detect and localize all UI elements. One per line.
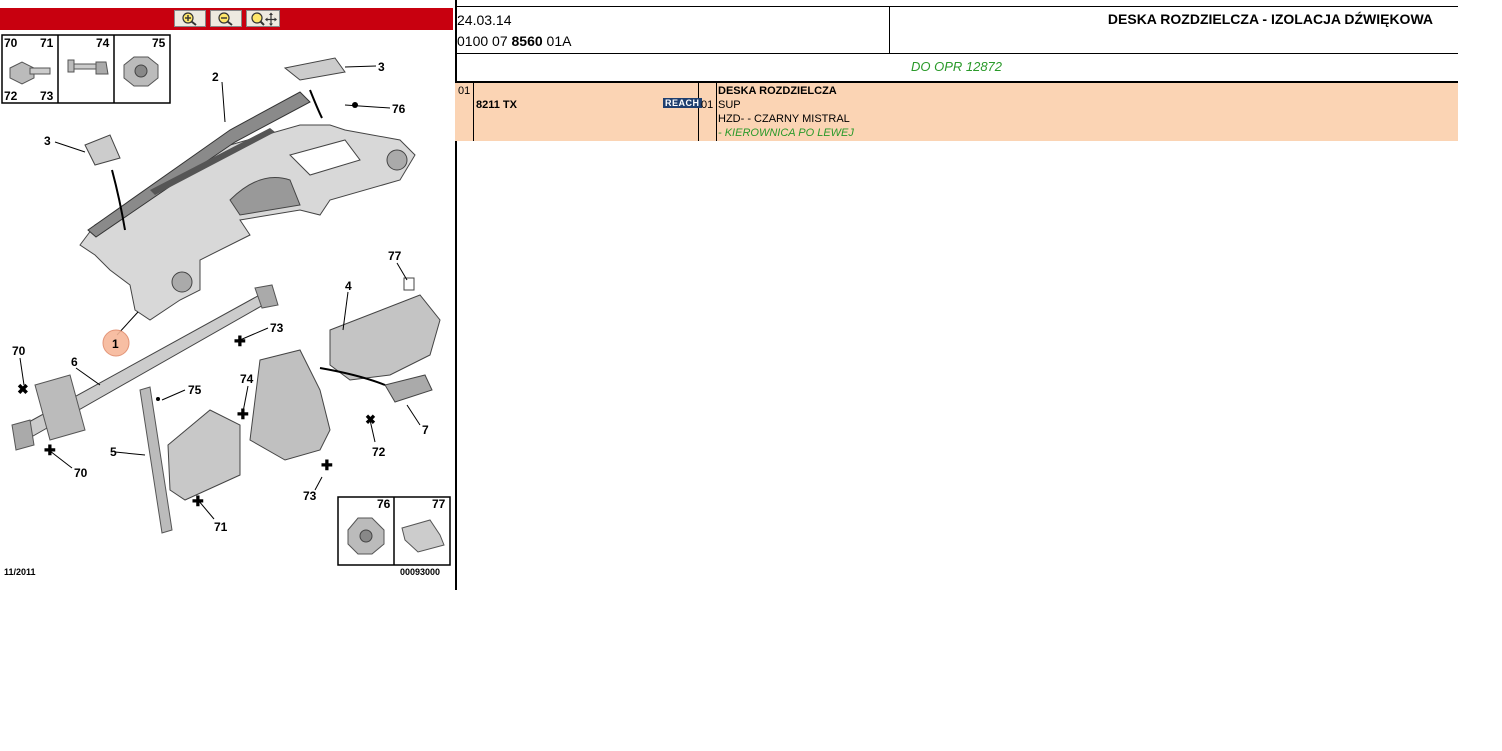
part-quantity: 01 — [701, 99, 714, 111]
column-divider — [716, 83, 717, 141]
callout-3-left[interactable]: 3 — [44, 134, 51, 148]
diagram-code: 00093000 — [400, 567, 441, 577]
header-code — [457, 31, 571, 52]
svg-text:✖: ✖ — [17, 381, 29, 397]
zoom-pan-button[interactable] — [246, 10, 280, 27]
legend-label-74: 74 — [96, 36, 110, 50]
row-index: 01 — [458, 85, 471, 97]
zoom-pan-icon — [249, 12, 277, 26]
zoom-in-icon — [179, 12, 201, 26]
diagram-panel — [0, 0, 457, 590]
legend-label-71: 71 — [40, 36, 54, 50]
header-date: 24.03.14 — [457, 12, 512, 28]
zoom-out-button[interactable] — [210, 10, 242, 27]
part-line-color: HZD- - CZARNY MISTRAL — [718, 113, 850, 125]
fastener-legend-bottom — [338, 497, 450, 565]
part-line-steering: - KIEROWNICA PO LEWEJ — [718, 127, 854, 139]
header-code-prefix: 0100 07 — [457, 33, 512, 49]
svg-text:✚: ✚ — [44, 442, 56, 458]
svg-text:✚: ✚ — [321, 457, 333, 473]
callout-7[interactable]: 7 — [422, 423, 429, 437]
callout-70-top[interactable]: 70 — [12, 344, 26, 358]
callout-73-top[interactable]: 73 — [270, 321, 284, 335]
svg-text:✚: ✚ — [234, 333, 246, 349]
callout-72[interactable]: 72 — [372, 445, 386, 459]
svg-text:✖: ✖ — [365, 412, 376, 427]
legend-label-72: 72 — [4, 89, 18, 103]
header-divider — [889, 7, 890, 53]
legend-label-76: 76 — [377, 497, 391, 511]
diagram-date-code: 11/2011 — [4, 567, 36, 577]
svg-text:✚: ✚ — [237, 406, 249, 422]
header-code-suffix: 01A — [542, 33, 572, 49]
callout-6[interactable]: 6 — [71, 355, 78, 369]
legend-label-73: 73 — [40, 89, 54, 103]
bracket-part-5 — [140, 387, 172, 533]
column-divider — [473, 83, 474, 141]
header-code-bold: 8560 — [511, 33, 543, 49]
zoom-in-button[interactable] — [174, 10, 206, 27]
table-row[interactable] — [455, 83, 1458, 141]
callout-70-bottom[interactable]: 70 — [74, 466, 88, 480]
callout-76[interactable]: 76 — [392, 102, 406, 116]
callout-3-right[interactable]: 3 — [378, 60, 385, 74]
callout-1[interactable]: 1 — [112, 337, 119, 351]
reach-badge: REACH — [665, 98, 700, 108]
cover-part-3-left — [85, 135, 120, 165]
legend-label-75: 75 — [152, 36, 166, 50]
svg-text:✚: ✚ — [192, 493, 204, 509]
dashboard-panel-shape — [80, 92, 415, 320]
callout-75[interactable]: 75 — [188, 383, 202, 397]
part-header — [455, 6, 1458, 54]
part-line-sup: SUP — [718, 99, 741, 111]
opr-note: DO OPR 12872 — [455, 53, 1458, 83]
header-meta — [457, 10, 571, 52]
callout-74[interactable]: 74 — [240, 372, 254, 386]
callout-5[interactable]: 5 — [110, 445, 117, 459]
callout-4[interactable]: 4 — [345, 279, 352, 293]
exploded-parts-diagram — [0, 30, 453, 590]
zoom-out-icon — [215, 12, 237, 26]
part-name: DESKA ROZDZIELCZA — [718, 85, 837, 97]
legend-label-77: 77 — [432, 497, 446, 511]
part-reference[interactable]: 8211 TX — [476, 99, 517, 111]
part-description — [718, 84, 854, 140]
legend-label-70: 70 — [4, 36, 18, 50]
column-divider — [698, 83, 699, 141]
zoom-toolbar — [0, 8, 453, 30]
page-title: DESKA ROZDZIELCZA - IZOLACJA DŹWIĘKOWA — [1107, 11, 1433, 27]
lower-console-parts — [168, 278, 440, 500]
fastener-legend-top — [2, 35, 170, 103]
callout-71[interactable]: 71 — [214, 520, 228, 534]
callout-2[interactable]: 2 — [212, 70, 219, 84]
callout-77[interactable]: 77 — [388, 249, 402, 263]
cover-part-3-right — [285, 58, 345, 80]
callout-73-bottom[interactable]: 73 — [303, 489, 317, 503]
